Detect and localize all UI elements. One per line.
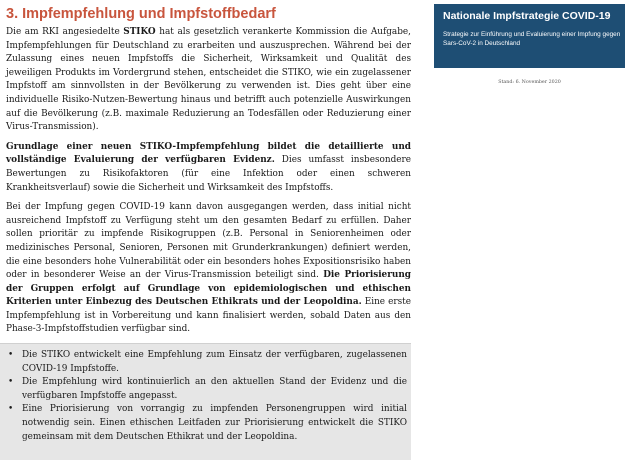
text-run: Dies umfasst insbesondere Bewertungen zu Risikofaktoren (für eine Infektion oder einen schweren Krankheitsverlauf) sowie die Sicherheit und Wirksamkeit des Impfstoffs. [6, 155, 411, 193]
paragraph-evidence [6, 141, 411, 195]
cover-subtitle: Strategie zur Einführung und Evaluierung einer Impfung gegen Sars-CoV-2 in Deutschland [443, 31, 621, 47]
summary-item [8, 376, 407, 403]
bullet-icon: • [8, 404, 14, 415]
summary-item [8, 403, 407, 444]
summary-item-text: Die Empfehlung wird kontinuierlich an den aktuellen Stand der Evidenz und die verfügbaren Impfstoffe angepasst. [22, 377, 407, 401]
section-heading: 3. Impfempfehlung und Impfstoffbedarf [6, 6, 276, 22]
bold-text-run: Grundlage einer neuen STIKO-Impfempfehlung bildet die detaillierte und vollständige Evaluierung der verfügbaren Evidenz. [6, 141, 411, 166]
document-cover-thumbnail [434, 4, 631, 97]
summary-box [0, 343, 411, 460]
bold-text-run: Die Priorisierung der Gruppen erfolgt auf Grundlage von epidemiologischen und ethischen Kriterien unter Einbezug des Deutschen Ethikrats und der Leopoldina. [6, 270, 411, 308]
paragraph-prioritization [6, 201, 411, 337]
text-run: hat als gesetzlich verankerte Kommission die Aufgabe, Impfempfehlungen für Deutschland zu erarbeiten und auszusprechen. Während bei der Zulassung eines neuen Impfstoffs die Sicherheit, Wirksamkeit und Qualität des jeweiligen Produkts im Vordergrund stehen, entscheidet die STIKO, wie ein zugelassener Impfstoff am sinnvollsten in der Bevölkerung zu verwenden ist. Dies geht über eine individuelle Risiko-Nutzen-Bewertung hinaus und betrifft auch potenzielle Auswirkungen auf die Bevölkerung (z.B. maximale Reduzierung an Todesfällen oder Reduzierung einer Virus-Transmission). [6, 27, 411, 133]
cover-title: Nationale Impfstrategie COVID-19 [443, 10, 611, 22]
bold-text-run: STIKO [123, 27, 156, 37]
summary-list [0, 344, 411, 444]
cover-banner [434, 4, 625, 68]
main-content [6, 5, 411, 343]
summary-item [8, 349, 407, 376]
summary-item-text: Eine Priorisierung von vorrangig zu impfenden Personengruppen wird initial notwendig sein. Einen ethischen Leitfaden zur Priorisierung entwickelt die STIKO gemeinsam mit dem Deutschen Ethikrat und der Leopoldina. [22, 404, 407, 442]
bullet-icon: • [8, 377, 14, 388]
text-run: Eine erste Impfempfehlung ist in Vorbereitung und kann finalisiert werden, sobald Daten aus den Phase-3-Impfstoffstudien verfügbar sind. [6, 297, 411, 335]
paragraph-stiko-role [6, 26, 411, 135]
text-run: Die am RKI angesiedelte [6, 27, 124, 37]
bullet-icon: • [8, 350, 14, 360]
text-run: Bei der Impfung gegen COVID-19 kann davon ausgegangen werden, dass initial nicht ausreichend Impfstoff zu Verfügung steht um den gesamten Bedarf zu erfüllen. Daher sollen prioritär zu impfende Risikogruppen (z.B. Personal in Seniorenheimen oder medizinisches Personal, Senioren, Personen mit Grunderkrankungen) definiert werden, die eine besonders hohe Vulnerabilität oder ein besonders hohes Expositionsrisiko haben oder in besonderer Weise an der Virus-Transmission beteiligt sind. [6, 202, 411, 281]
summary-item-text: Die STIKO entwickelt eine Empfehlung zum Einsatz der verfügbaren, zugelassenen COVID-19 Impfstoffe. [22, 350, 407, 374]
cover-date: Stand: 6. November 2020 [498, 80, 561, 85]
